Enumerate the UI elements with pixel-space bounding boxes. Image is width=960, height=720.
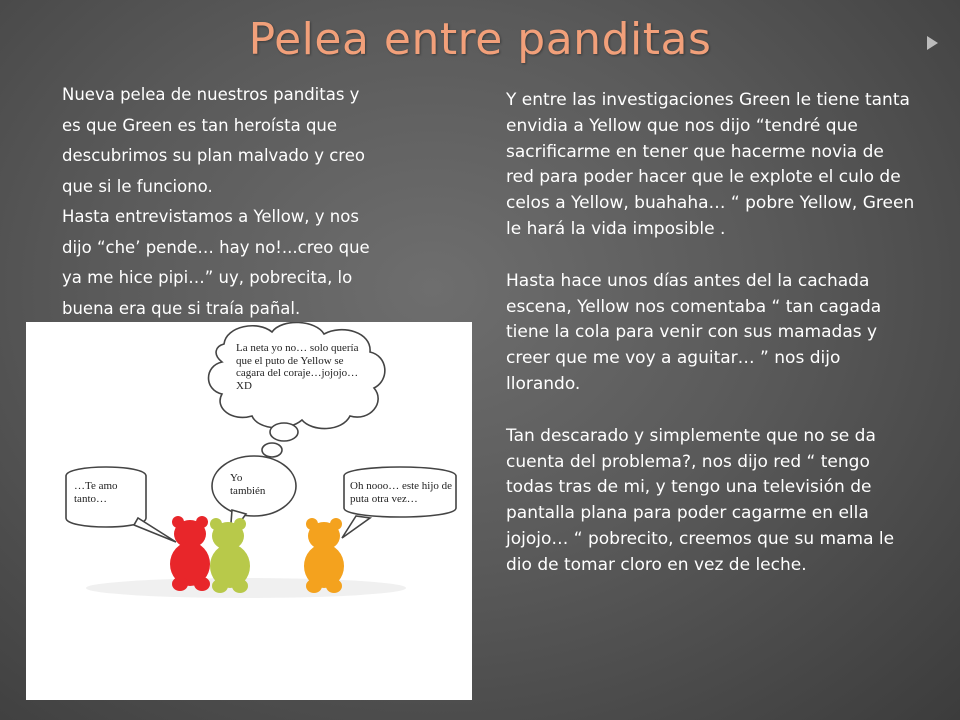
- left-line: dijo “che’ pende… hay no!...creo que: [62, 237, 370, 257]
- slide-title: Pelea entre panditas: [248, 14, 712, 65]
- right-text-block: [506, 88, 916, 605]
- thought-bubble-text: La neta yo no… solo quería que el puto de Yellow se cagara del coraje…jojojo…XD: [236, 342, 359, 392]
- arrow-decoration: [927, 36, 938, 50]
- left-line: es que Green es tan heroísta que: [62, 115, 338, 135]
- left-line: que si le funciono.: [62, 176, 213, 196]
- paragraph: Tan descarado y simplemente que no se da cuenta del problema?, nos dijo red “ tengo todas tras de mi, y tengo una televisión de pantalla plana para poder cagarme en ella jojojo… “ pobrecito, creemos que su mama le dio de tomar cloro en vez de leche.: [506, 425, 895, 575]
- left-line: buena era que si traía pañal.: [62, 298, 301, 318]
- red-gummy-bear: [170, 516, 210, 591]
- comic-image: [26, 322, 472, 700]
- green-gummy-bear: [210, 518, 250, 593]
- paragraph: Y entre las investigaciones Green le tiene tanta envidia a Yellow que nos dijo “tendré que sacrificarme en tener que hacerme novia de red para poder hacer que le explote el culo de celos a Yellow, buahaha… “ pobre Yellow, Green le hará la vida imposible .: [506, 90, 915, 239]
- left-line: ya me hice pipi…” uy, pobrecita, lo: [62, 268, 353, 287]
- left-line: Hasta entrevistamos a Yellow, y nos: [62, 207, 359, 226]
- bubble-green-text: Yo también: [230, 472, 266, 497]
- paragraph: Hasta hace unos días antes del la cachada escena, Yellow nos comentaba “ tan cagada tiene la cola para venir con sus mamadas y creer que me voy a aguitar… ” nos dijo llorando.: [506, 270, 882, 394]
- left-text-block: [62, 80, 462, 324]
- left-line: Nueva pelea de nuestros panditas y: [62, 85, 360, 104]
- yellow-gummy-bear: [304, 518, 344, 593]
- bubble-red-text: …Te amo tanto…: [74, 480, 118, 505]
- bubble-yellow-text: Oh nooo… este hijo de puta otra vez…: [350, 480, 453, 505]
- left-line: descubrimos su plan malvado y creo: [62, 146, 365, 165]
